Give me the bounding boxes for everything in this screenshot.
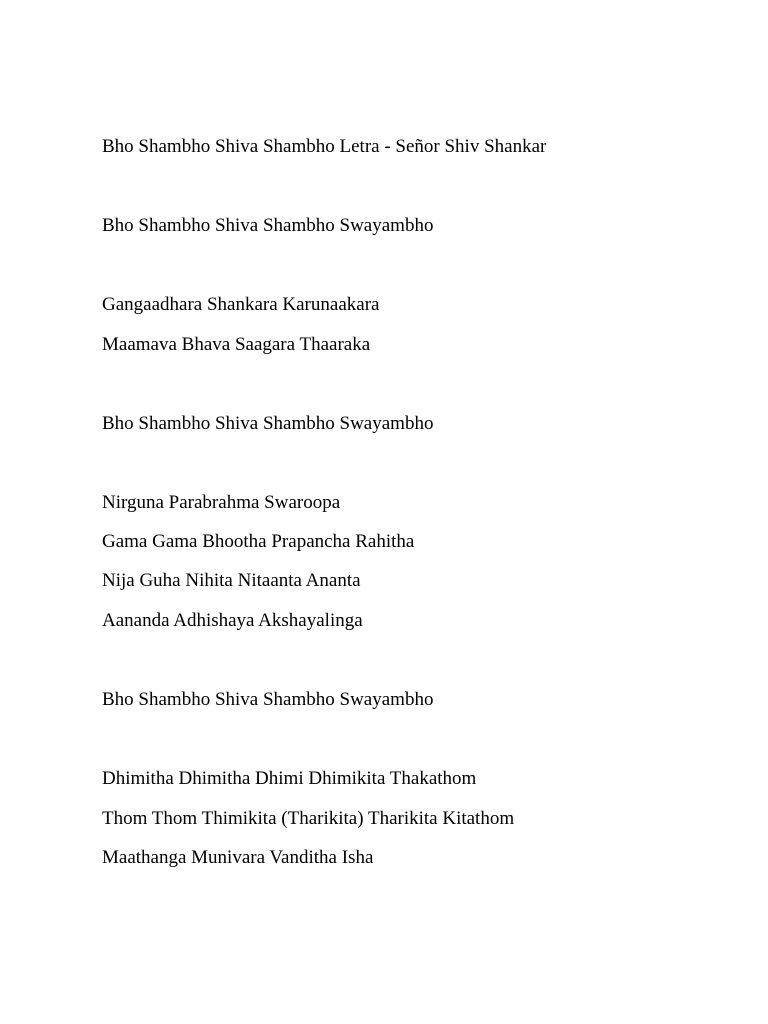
verse-line: Thom Thom Thimikita (Tharikita) Tharikita Kitathom xyxy=(102,808,515,829)
verse-line: Nirguna Parabrahma Swaroopa xyxy=(102,492,341,513)
document-title: Bho Shambho Shiva Shambho Letra - Señor Shiv Shankar xyxy=(102,136,547,157)
verse-line: Maathanga Munivara Vanditha Isha xyxy=(102,847,374,868)
verse-line: Dhimitha Dhimitha Dhimi Dhimikita Thakathom xyxy=(102,768,477,789)
verse-line: Gangaadhara Shankara Karunaakara xyxy=(102,294,380,315)
verse-line: Maamava Bhava Saagara Thaaraka xyxy=(102,334,371,355)
chorus-line: Bho Shambho Shiva Shambho Swayambho xyxy=(102,215,434,236)
verse-line: Aananda Adhishaya Akshayalinga xyxy=(102,610,363,631)
verse-line: Gama Gama Bhootha Prapancha Rahitha xyxy=(102,531,415,552)
verse-line: Nija Guha Nihita Nitaanta Ananta xyxy=(102,570,361,591)
chorus-line: Bho Shambho Shiva Shambho Swayambho xyxy=(102,413,434,434)
chorus-line: Bho Shambho Shiva Shambho Swayambho xyxy=(102,689,434,710)
